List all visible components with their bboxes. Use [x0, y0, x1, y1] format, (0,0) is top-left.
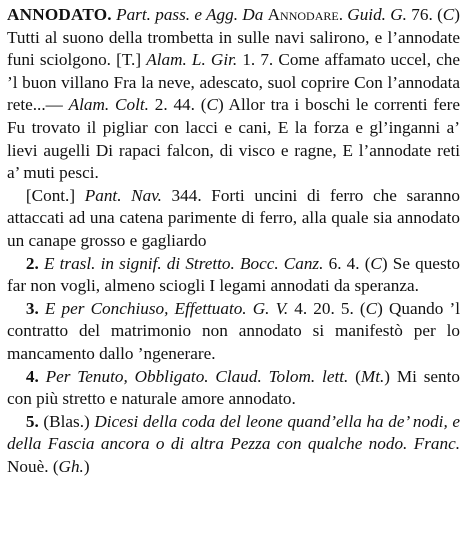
sense-number: 4. — [25, 366, 46, 386]
sense-4-paragraph — [7, 366, 460, 411]
text-run: ) Tutti al suono della trombetta in sulle navi salirono, e l’annodate funi sciolgono. [T.] — [7, 5, 460, 70]
italic-run: C — [370, 253, 382, 273]
italic-run: Gh. — [58, 456, 84, 476]
text-run: [Cont.] — [25, 185, 85, 205]
italic-run: Guid. G. — [343, 5, 412, 24]
italic-run: Alam. Colt. — [68, 95, 155, 115]
italic-run: C — [365, 298, 378, 318]
italic-run: Dicesi della coda del leone quand’ella ha de’ nodi, e della Fascia ancora o di altra Pezza con qualche nodo. Franc. — [7, 411, 460, 454]
small-caps-run: Annodare — [267, 5, 339, 24]
entry-body-text — [7, 5, 460, 182]
text-run: 6. 4. ( — [328, 253, 371, 273]
text-run: ( — [355, 366, 361, 386]
italic-run: Mt. — [360, 366, 385, 386]
text-run: ) — [83, 456, 90, 476]
italic-run: E trasl. in signif. di Stretto. Bocc. Canz. — [43, 253, 329, 273]
text-run: ) Se questo far non vogli, almeno sciogli I legami annodati da speranza. — [7, 253, 460, 296]
text-run: ) Mi sento con più stretto e naturale amore annodato. — [7, 366, 461, 409]
text-run: ) Allor tra i boschi le correnti fere Fu trovato il pigliar con lacci e cani, E la forza e gl’inganni a’ lievi augelli Di rapaci falcon, di visco e ragne, E l’annodate reti a’ muti pesci. — [7, 95, 460, 183]
sense-2-paragraph — [7, 253, 460, 298]
sense-3-paragraph — [7, 298, 460, 366]
continuation-paragraph — [7, 185, 460, 253]
text-run: 2. 44. ( — [154, 95, 207, 115]
sense-number: 2. — [25, 253, 44, 273]
text-run: (Blas.) — [43, 411, 95, 431]
italic-run: Part. pass. e Agg. Da — [116, 5, 268, 24]
italic-run: C — [206, 95, 218, 115]
italic-run: Pant. Nav. — [84, 185, 172, 205]
text-run: ) Quando ’l contratto del matrimonio non annodato si manifestò per lo mancamento dallo ’ngenerare. — [7, 298, 460, 363]
italic-run: E per Conchiuso, Effettuato. G. V. — [44, 298, 295, 318]
text-run: 344. Forti uncini di ferro che saranno attaccati ad una catena parimente di ferro, alla quale sia annodato un canape grosso e gagliardo — [7, 185, 461, 250]
italic-run: Per Tenuto, Obbligato. Claud. Tolom. lett. — [45, 366, 356, 386]
sense-number: 3. — [25, 298, 45, 318]
headword: ANNODATO. — [7, 5, 112, 24]
sense-5-paragraph — [7, 411, 460, 479]
text-run: 4. 20. 5. ( — [294, 298, 366, 318]
text-run: . — [338, 5, 343, 24]
text-run: 76. ( — [411, 5, 443, 24]
entry-paragraph — [7, 4, 460, 185]
text-run: 1. 7. Come affamato uccel, che ’l buon villano Fra la neve, adescato, suol coprire Con l’annodata rete...— — [7, 50, 460, 115]
sense-number: 5. — [25, 411, 44, 431]
italic-run: C — [442, 5, 455, 24]
italic-run: Alam. L. Gir. — [146, 50, 243, 70]
text-run: Nouè. ( — [7, 456, 59, 476]
